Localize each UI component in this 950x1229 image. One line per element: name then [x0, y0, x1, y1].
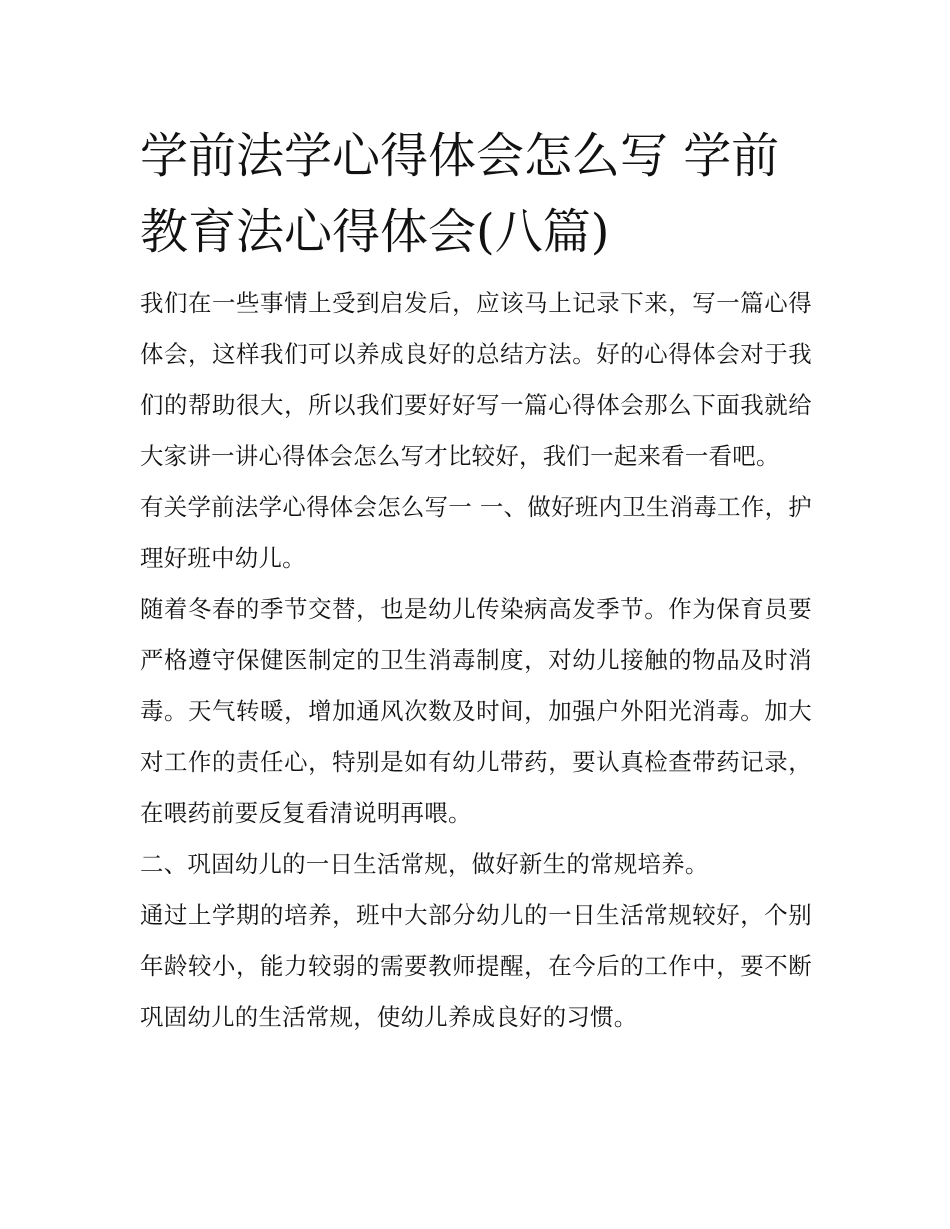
paragraph-section-2-heading: 二、巩固幼儿的一日生活常规，做好新生的常规培养。 [140, 850, 709, 878]
document-title [140, 118, 812, 270]
title-line-2: 教育法心得体会(八篇) [140, 204, 610, 260]
paragraph-intro: 我们在一些事情上受到启发后，应该马上记录下来，写一篇心得体会，这样我们可以养成良好的总结方法。好的心得体会对于我们的帮助很大，所以我们要好好写一篇心得体会那么下面我就给大家讲一讲心得体会怎么写才比较好，我们一起来看一看吧。 [140, 289, 812, 470]
paragraph-routine: 通过上学期的培养，班中大部分幼儿的一日生活常规较好，个别年龄较小，能力较弱的需要教师提醒，在今后的工作中，要不断巩固幼儿的生活常规，使幼儿养成良好的习惯。 [140, 901, 812, 1031]
document-page [140, 118, 812, 1043]
title-line-1: 学前法学心得体会怎么写 学前 [140, 128, 780, 184]
paragraph-section-1-heading: 有关学前法学心得体会怎么写一 一、做好班内卫生消毒工作，护理好班中幼儿。 [140, 493, 812, 572]
paragraph-hygiene: 随着冬春的季节交替，也是幼儿传染病高发季节。作为保育员要严格遵守保健医制定的卫生消毒制度，对幼儿接触的物品及时消毒。天气转暖，增加通风次数及时间，加强户外阳光消毒。加大对工作的责任心，特别是如有幼儿带药，要认真检查带药记录，在喂药前要反复看清说明再喂。 [140, 595, 812, 827]
document-body [140, 278, 812, 1043]
